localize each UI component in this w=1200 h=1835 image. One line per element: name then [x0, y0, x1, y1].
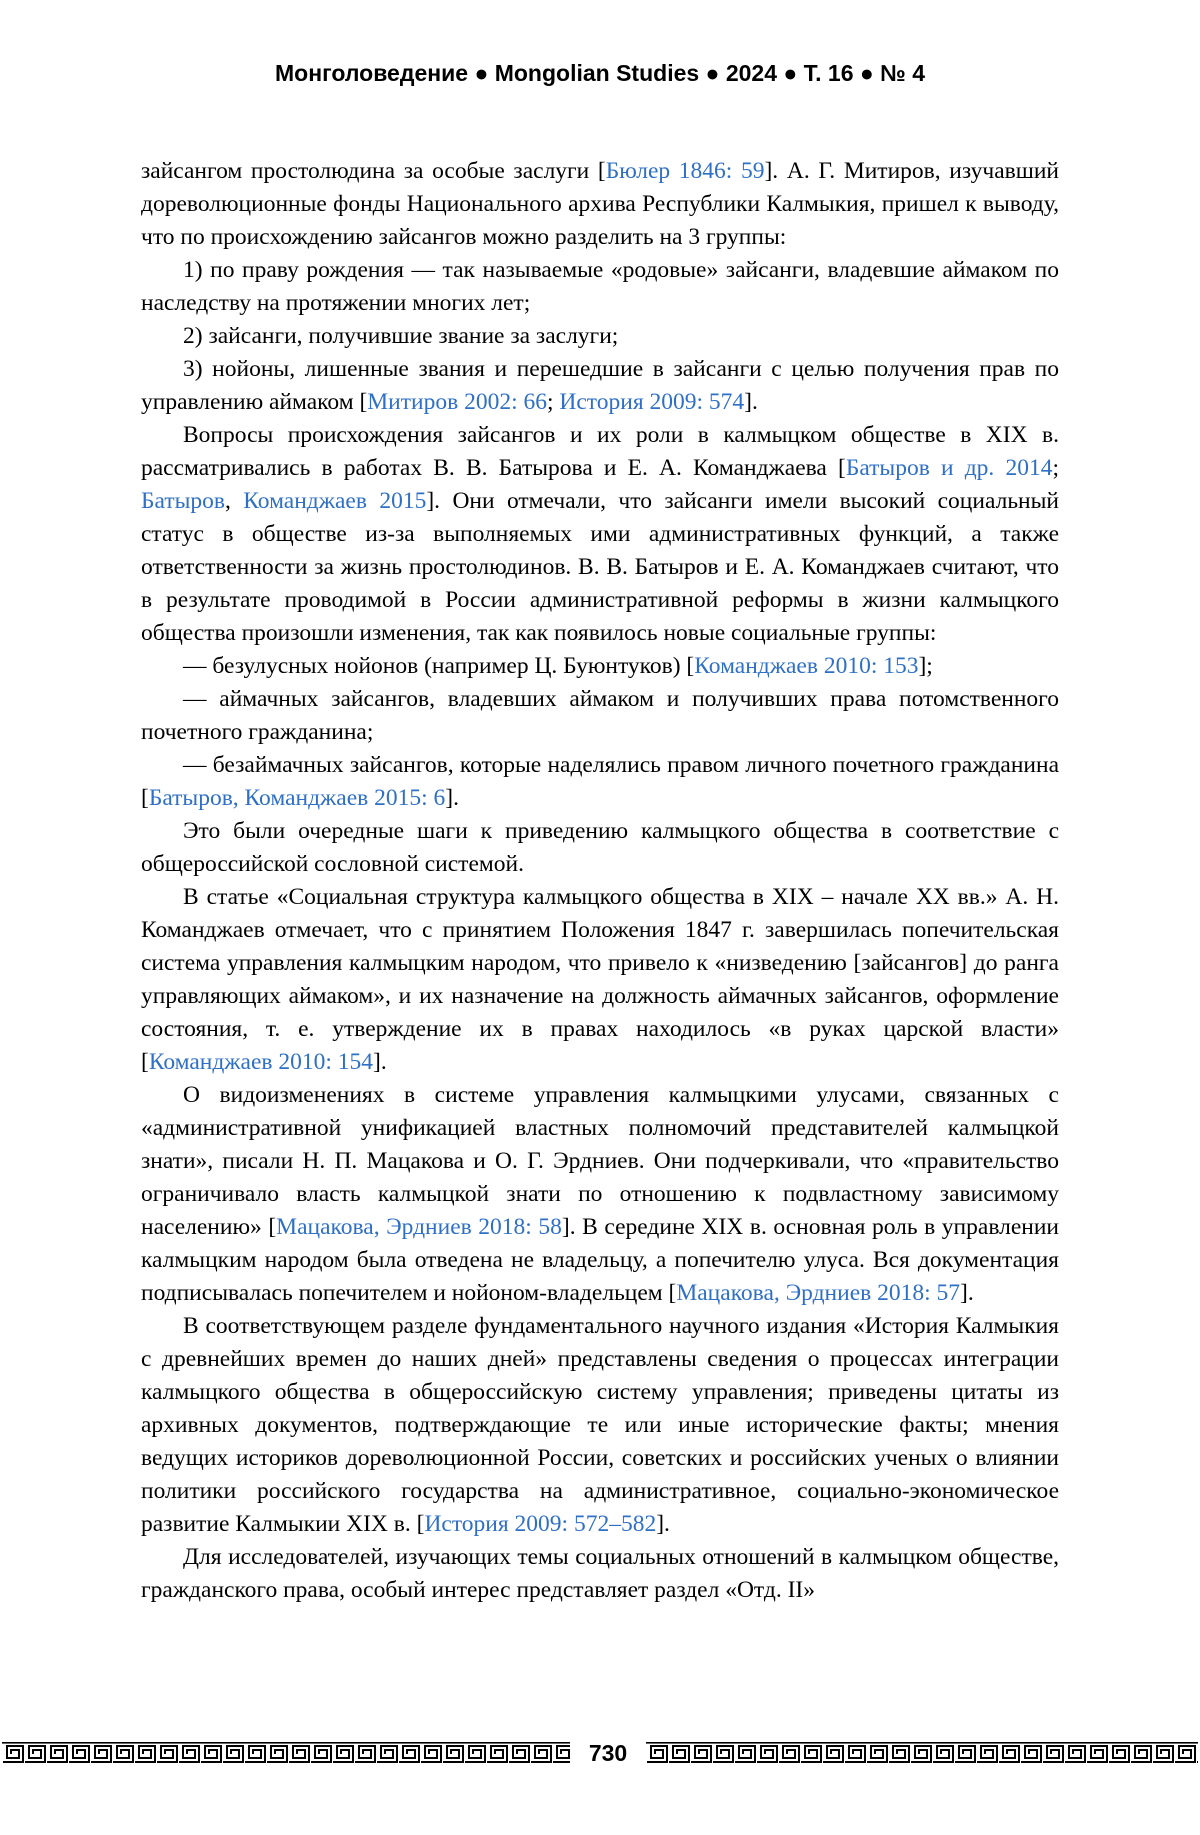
- paragraph-text: В соответствующем разделе фундаментального научного издания «История Калмыкия с древнейших времен до наших дней» представлены сведения о процессах интеграции калмыцкого общества в общероссийскую систему управления; приведены цитаты из архивных документов, подтверждающие те или иные исторические факты; мнения ведущих историков дореволюционной России, советских и российских ученых о влиянии политики российского государства на административное, социально-экономическое развитие Калмыкии XIX в. [: [141, 1313, 1059, 1537]
- citation-link[interactable]: Батыров, Команджаев 2015: 6: [148, 785, 446, 811]
- paragraph-text: 1) по праву рождения — так называемые «родовые» зайсанги, владевшие аймаком по наследству на протяжении многих лет;: [141, 257, 1059, 316]
- article-body: [141, 155, 1059, 1607]
- citation-link[interactable]: Мацакова, Эрдниев 2018: 57: [676, 1280, 961, 1306]
- paragraph-text: ,: [224, 488, 244, 514]
- running-header: Монголоведение ● Mongolian Studies ● 2024 ● Т. 16 ● № 4: [275, 60, 925, 86]
- paragraph-text: В статье «Социальная структура калмыцкого общества в XIX – начале XX вв.» А. Н. Команджаев отмечает, что с принятием Положения 1847 г. завершилась попечительская система управления калмыцким народом, что привело к «низведению [зайсангов] до ранга управляющих аймаком», и их назначение на должность аймачных зайсангов, оформление состояния, т. е. утверждение их в правах находилось «в руках царской власти» [: [141, 884, 1059, 1075]
- paragraph-text: зайсангом простолюдина за особые заслуги [: [141, 158, 606, 184]
- citation-link[interactable]: Мацакова, Эрдниев 2018: 58: [276, 1214, 562, 1240]
- paragraph-text: Это были очередные шаги к приведению калмыцкого общества в соответствие с общероссийской сословной системой.: [141, 818, 1059, 877]
- citation-link[interactable]: Батыров: [141, 488, 225, 514]
- paragraph: [141, 650, 1059, 683]
- paragraph-text: — аймачных зайсангов, владевших аймаком и получивших права потомственного почетного гражданина;: [141, 686, 1059, 745]
- paragraph: [141, 815, 1059, 881]
- paragraph: [141, 749, 1059, 815]
- paragraph-text: 2) зайсанги, получившие звание за заслуги;: [183, 323, 619, 349]
- citation-link[interactable]: Команджаев 2010: 153: [694, 653, 919, 679]
- paragraph: [141, 881, 1059, 1079]
- citation-link[interactable]: Команджаев 2015: [243, 488, 427, 514]
- meander-border-left-icon: [2, 1742, 570, 1764]
- citation-link[interactable]: Батыров и др. 2014: [845, 455, 1053, 481]
- citation-link[interactable]: Митиров 2002: 66: [367, 389, 547, 415]
- citation-link[interactable]: История 2009: 574: [559, 389, 745, 415]
- page-footer: [0, 1738, 1200, 1768]
- paragraph-text: — безулусных нойонов (например Ц. Буюнтуков) [: [183, 653, 695, 679]
- paragraph-text: ]. А. Г. Митиров, изучавший дореволюционные фонды Национального архива Республики Калмыкия, пришел к выводу, что по происхождению зайсангов можно разделить на 3 группы:: [141, 158, 1059, 250]
- citation-link[interactable]: История 2009: 572–582: [424, 1511, 657, 1537]
- paragraph-text: ].: [373, 1049, 387, 1075]
- paragraph: [141, 155, 1059, 254]
- paragraph: [141, 254, 1059, 320]
- paragraph-text: ];: [918, 653, 933, 679]
- paragraph-text: 3) нойоны, лишенные звания и перешедшие в зайсанги с целью получения прав по управлению аймаком [: [141, 356, 1059, 415]
- paragraph-text: ].: [445, 785, 459, 811]
- paragraph-text: ].: [744, 389, 758, 415]
- paragraph-text: Для исследователей, изучающих темы социальных отношений в калмыцком обществе, гражданского права, особый интерес представляет раздел «Отд. II»: [141, 1544, 1059, 1603]
- citation-link[interactable]: Команджаев 2010: 154: [148, 1049, 374, 1075]
- paragraph-text: ]. В середине XIX в. основная роль в управлении калмыцким народом была отведена не владельцу, а попечителю улуса. Вся документация подписывалась попечителем и нойоном-владельцем [: [141, 1214, 1059, 1306]
- paragraph: [141, 1310, 1059, 1541]
- paragraph-text: ].: [960, 1280, 974, 1306]
- paragraph-text: О видоизменениях в системе управления калмыцкими улусами, связанных с «административной унификацией властных полномочий представителей калмыцкой знати», писали Н. П. Мацакова и О. Г. Эрдниев. Они подчеркивали, что «правительство ограничивало власть калмыцкой знати по отношению к подвластному зависимому населению» [: [141, 1082, 1059, 1240]
- page-number: 730: [588, 1740, 628, 1766]
- paragraph: [141, 1079, 1059, 1310]
- paragraph-text: Вопросы происхождения зайсангов и их роли в калмыцком обществе в XIX в. рассматривались в работах В. В. Батырова и Е. А. Команджаева [: [141, 422, 1059, 481]
- paragraph-text: ].: [656, 1511, 670, 1537]
- paragraph-text: ;: [1052, 455, 1059, 481]
- paragraph: [141, 1541, 1059, 1607]
- paragraph-text: ;: [546, 389, 560, 415]
- meander-border-right-icon: [646, 1742, 1198, 1764]
- paragraph: [141, 320, 1059, 353]
- paragraph: [141, 353, 1059, 419]
- paragraph: [141, 683, 1059, 749]
- paragraph-text: ]. Они отмечали, что зайсанги имели высокий социальный статус в обществе из-за выполняемых ими административных функций, а также ответственности за жизнь простолюдинов. В. В. Батыров и Е. А. Команджаев считают, что в результате проводимой в России административной реформы в жизни калмыцкого общества произошли изменения, так как появилось новые социальные группы:: [141, 488, 1059, 646]
- paragraph: [141, 419, 1059, 650]
- paragraph-text: — безаймачных зайсангов, которые наделялись правом личного почетного гражданина [: [141, 752, 1059, 811]
- citation-link[interactable]: Бюлер 1846: 59: [605, 158, 765, 184]
